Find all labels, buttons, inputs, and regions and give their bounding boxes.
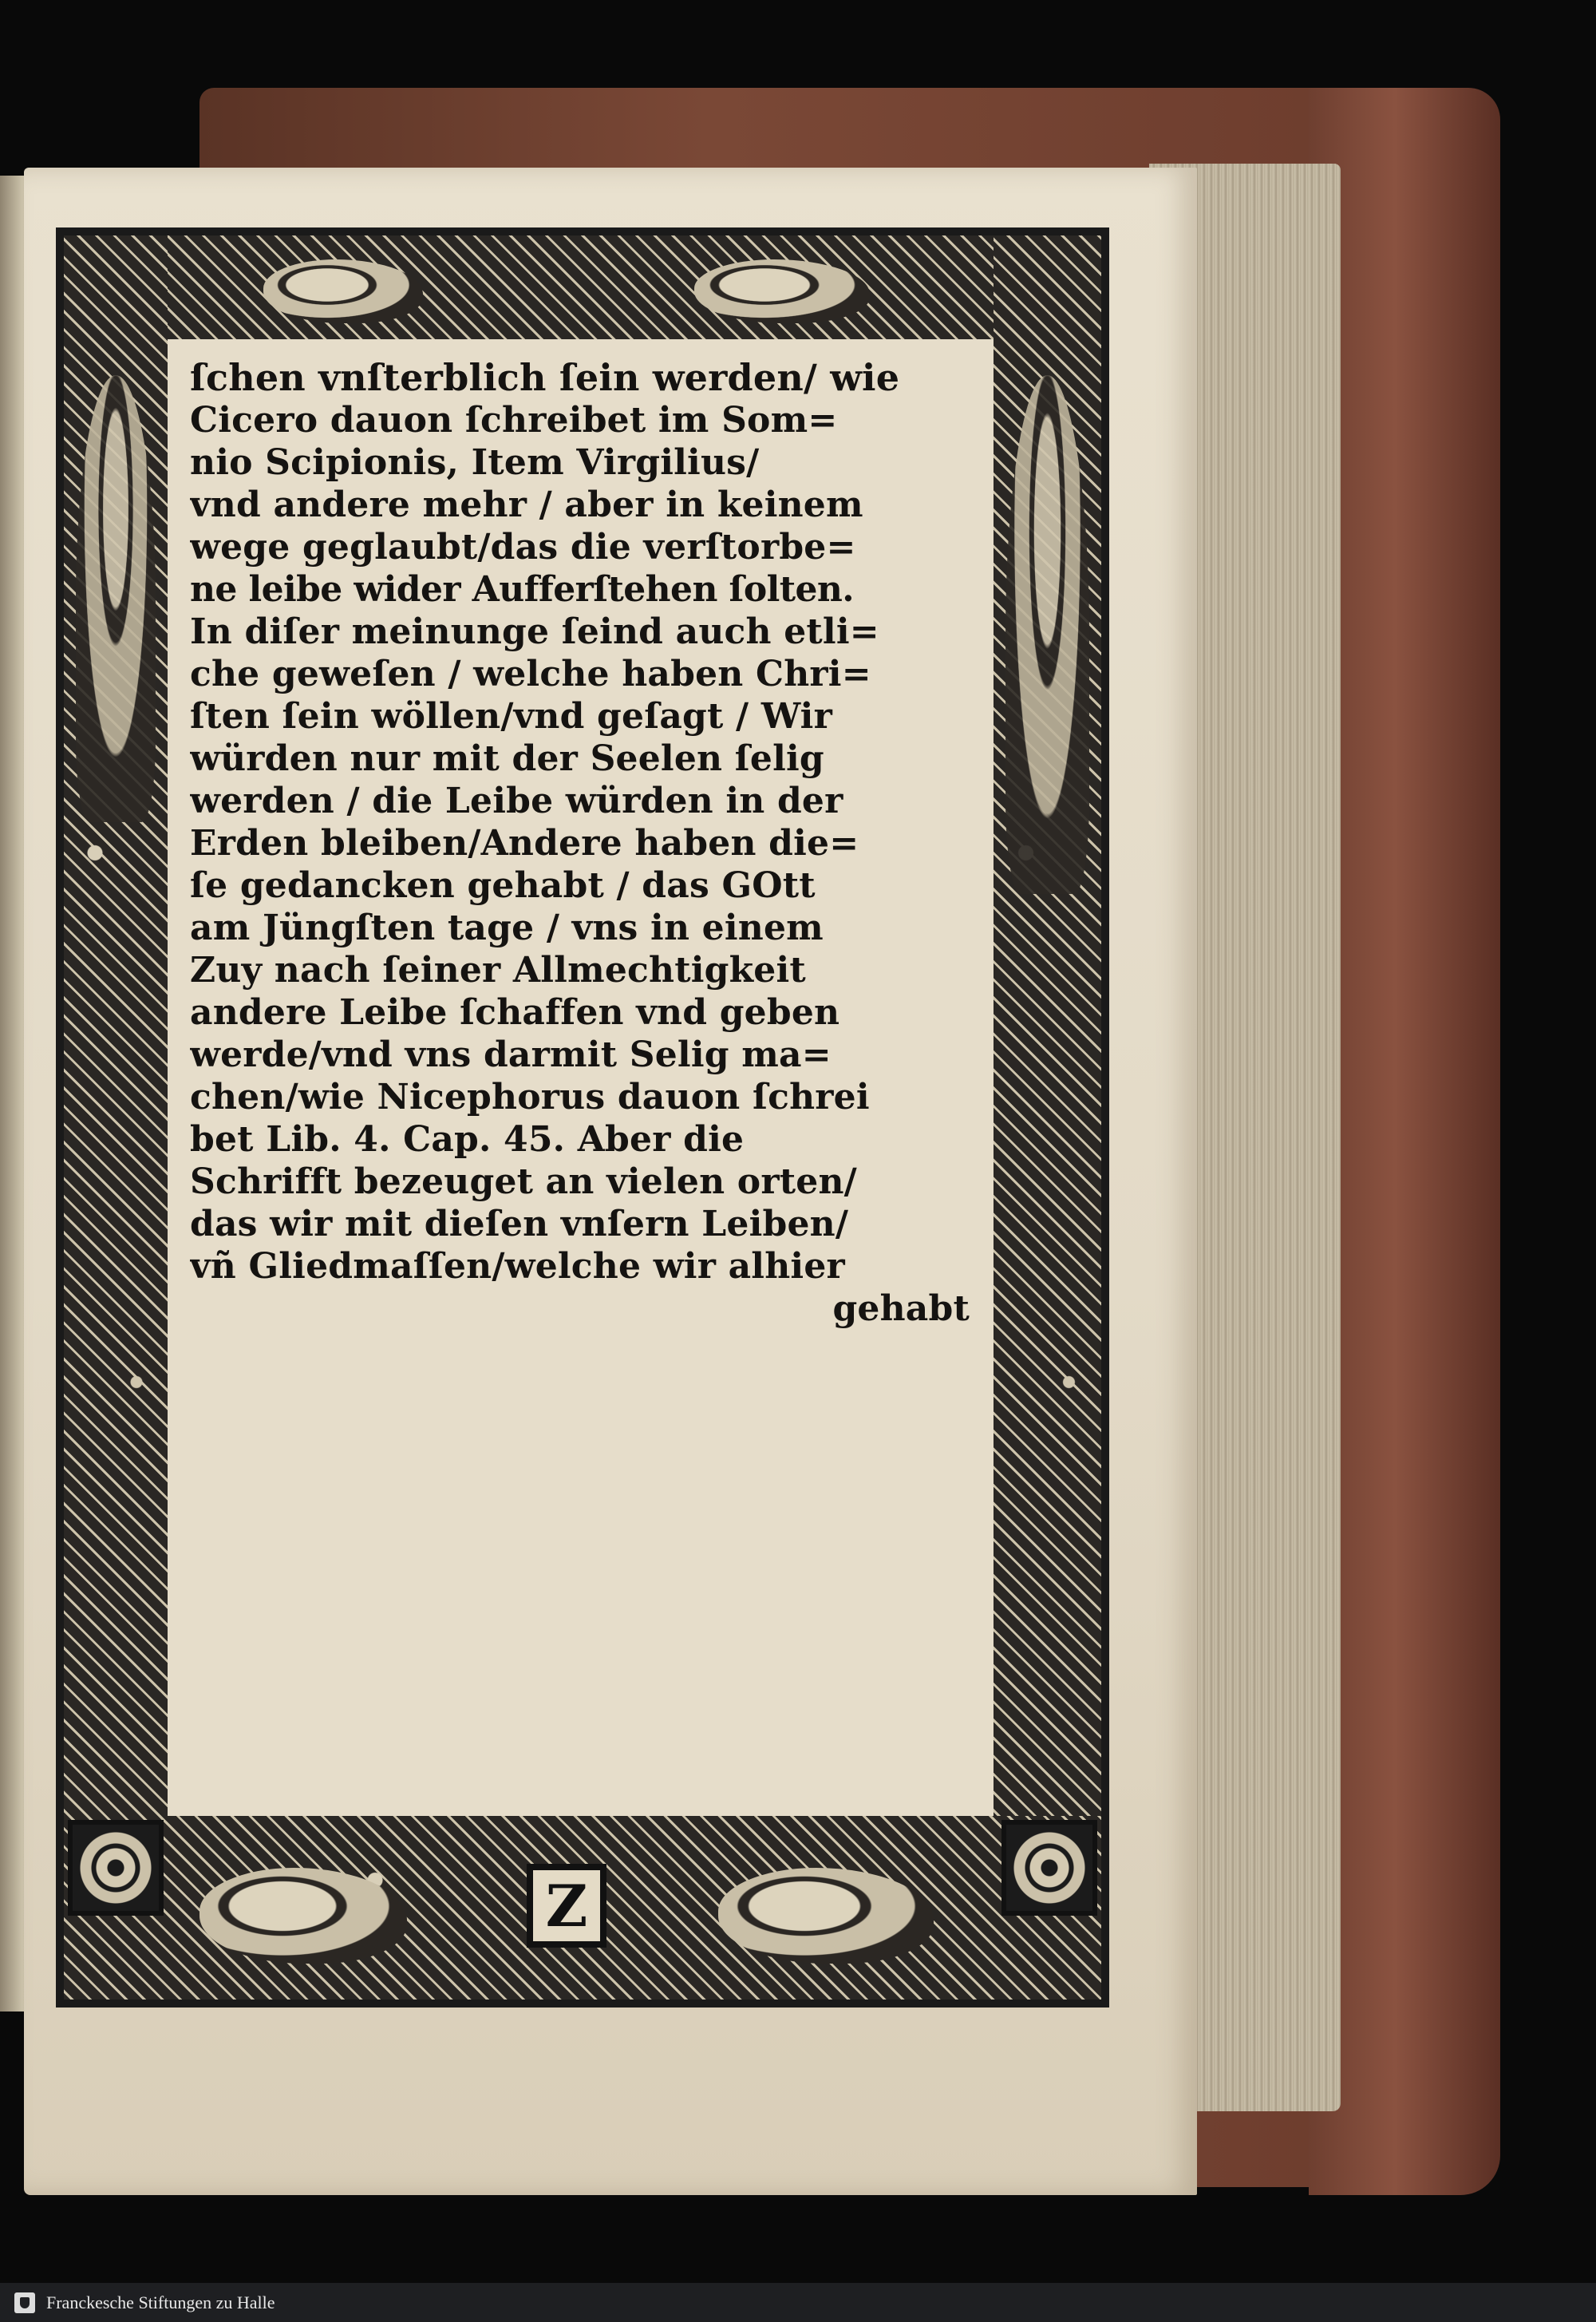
text-line: nio Scipionis, Item Virgilius/ — [190, 442, 760, 483]
text-block — [168, 339, 994, 1816]
text-line: würden nur mit der Seelen ſelig — [190, 738, 824, 779]
text-line: das wir mit dieſen vnſern Leiben/ — [190, 1204, 849, 1244]
text-line: wege geglaubt/das die verſtorbe= — [190, 527, 856, 568]
text-line: ſten ſein wöllen/vnd geſagt / Wir — [190, 696, 832, 737]
text-line: che geweſen / welche haben Chri= — [190, 654, 871, 694]
signature-mark: Z — [527, 1864, 606, 1948]
institution-logo-icon — [14, 2292, 35, 2313]
text-line: Erden bleiben/Andere haben die= — [190, 823, 859, 864]
text-line: Zuy nach ſeiner Allmechtigkeit — [190, 950, 806, 991]
text-line: ſe gedancken gehabt / das GOtt — [190, 865, 816, 906]
text-line: vnd andere mehr / aber in keinem — [190, 485, 863, 525]
text-line: werde/vnd vns darmit Selig ma= — [190, 1034, 832, 1075]
text-line: am Jüngſten tage / vns in einem — [190, 908, 824, 948]
text-line: In diſer meinunge ſeind auch etli= — [190, 611, 879, 652]
saint-figure-left — [76, 375, 156, 822]
saint-figure-right — [1005, 375, 1089, 894]
footer-bar — [0, 2283, 1596, 2322]
text-line: andere Leibe ſchaffen vnd geben — [190, 992, 840, 1033]
border-top-panel — [64, 235, 1101, 339]
rosette-ornament — [68, 1820, 164, 1916]
text-line: Schrifft bezeuget an vielen orten/ — [190, 1161, 857, 1202]
rosette-ornament — [1001, 1820, 1097, 1916]
text-line: ſchen vnſterblich ſein werden/ wie — [190, 357, 900, 399]
text-line: Cicero dauon ſchreibet im Som= — [190, 400, 838, 441]
text-line: bet Lib. 4. Cap. 45. Aber die — [190, 1119, 745, 1160]
text-line: werden / die Leibe würden in der — [190, 781, 843, 821]
footer-institution: Franckesche Stiftungen zu Halle — [46, 2292, 275, 2312]
text-line: chen/wie Nicephorus dauon ſchrei — [190, 1077, 870, 1117]
catchword: gehabt — [832, 1288, 970, 1329]
text-line: ne leibe wider Aufferſtehen ſolten. — [190, 569, 854, 610]
text-line: vñ Gliedmaſſen/welche wir alhier — [190, 1246, 845, 1287]
